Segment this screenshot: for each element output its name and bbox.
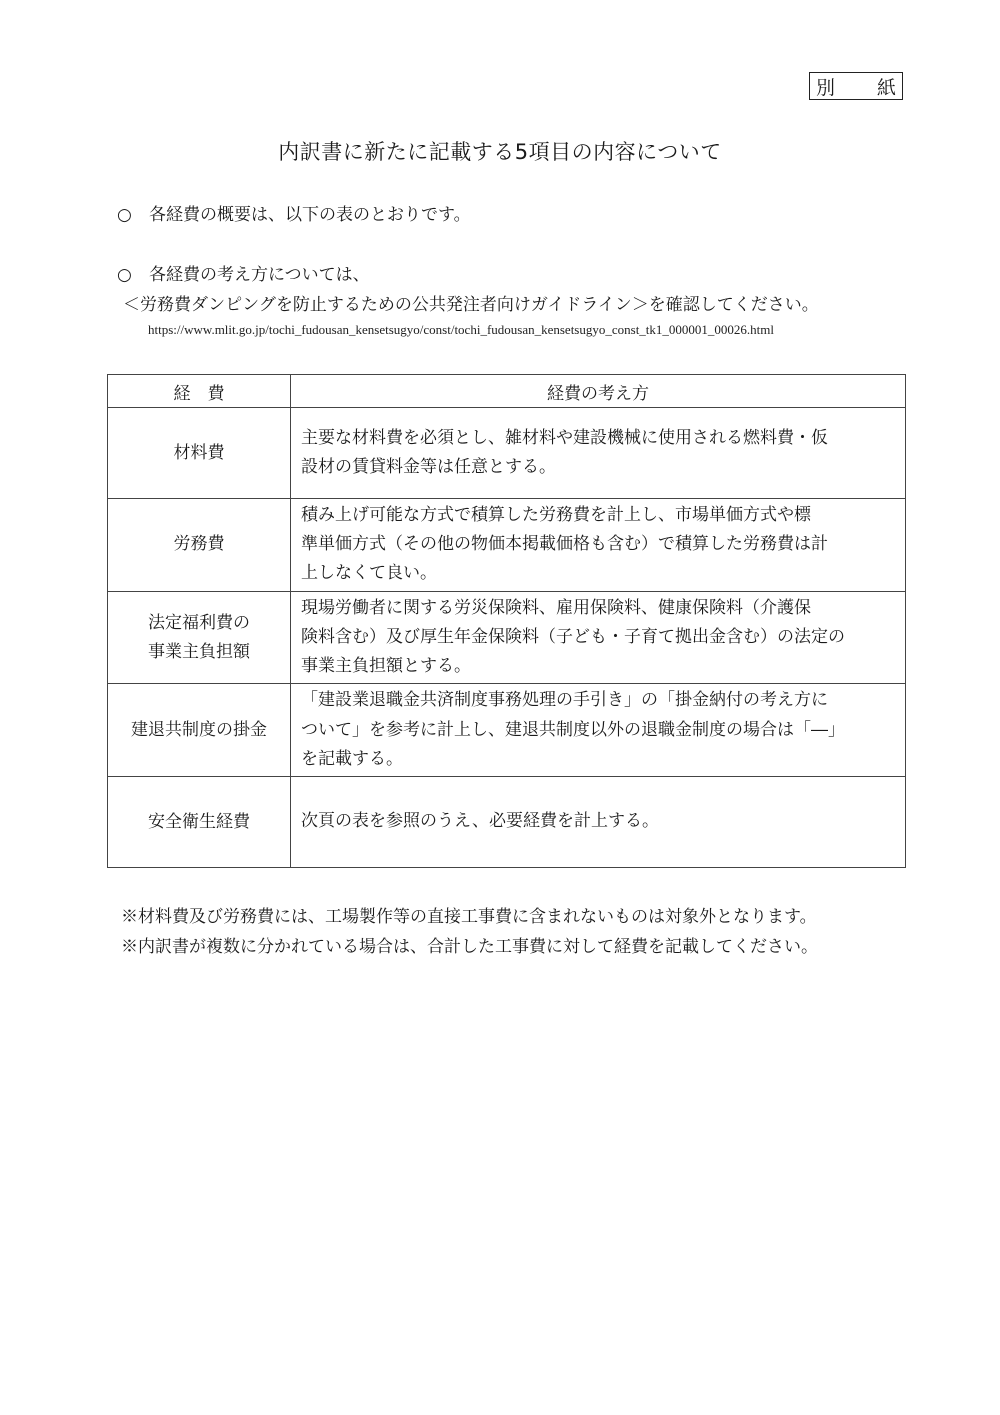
table-header-row bbox=[108, 375, 906, 408]
note-scope: ※材料費及び労務費には、工場製作等の直接工事費に含まれないものは対象外となります。 bbox=[121, 907, 817, 927]
bullet-text: 各経費の考え方については、 bbox=[149, 265, 370, 285]
expense-name: 安全衛生経費 bbox=[108, 777, 291, 868]
expense-name: 法定福利費の 事業主負担額 bbox=[108, 591, 291, 684]
expense-description: 主要な材料費を必須とし、雑材料や建設機械に使用される燃料費・仮 設材の賃貸料金等は任意とする。 bbox=[291, 408, 906, 499]
attachment-label-char-1: 別 bbox=[816, 76, 836, 99]
guideline-text: ＜労務費ダンピングを防止するための公共発注者向けガイドライン＞を確認してください。 bbox=[123, 295, 819, 315]
attachment-label-char-2: 紙 bbox=[876, 76, 896, 99]
expense-description: 次頁の表を参照のうえ、必要経費を計上する。 bbox=[291, 777, 906, 868]
header-approach: 経費の考え方 bbox=[291, 375, 906, 408]
note-multiple: ※内訳書が複数に分かれている場合は、合計した工事費に対して経費を記載してください。 bbox=[121, 937, 818, 957]
expense-name: 建退共制度の掛金 bbox=[108, 684, 291, 777]
header-expense: 経 費 bbox=[108, 375, 291, 408]
expense-name: 労務費 bbox=[108, 499, 291, 592]
expense-description: 「建設業退職金共済制度事務処理の手引き」の「掛金納付の考え方に ついて」を参考に計上し、建退共制度以外の退職金制度の場合は「―」 を記載する。 bbox=[291, 684, 906, 777]
expense-description: 積み上げ可能な方式で積算した労務費を計上し、市場単価方式や標 準単価方式（その他の物価本掲載価格も含む）で積算した労務費は計 上しなくて良い。 bbox=[291, 499, 906, 592]
table-row bbox=[108, 408, 906, 499]
guideline-url[interactable]: https://www.mlit.go.jp/tochi_fudousan_kensetsugyo/const/tochi_fudousan_kensetsugyo_const_tk1_000001_00026.html bbox=[148, 322, 775, 337]
circle-bullet-icon: ○ bbox=[117, 265, 132, 285]
circle-bullet-icon: ○ bbox=[117, 205, 132, 225]
bullet-approach bbox=[117, 260, 370, 285]
page-title: 内訳書に新たに記載する5項目の内容について bbox=[278, 140, 722, 164]
expense-description: 現場労働者に関する労災保険料、雇用保険料、健康保険料（介護保 険料含む）及び厚生年金保険料（子ども・子育て拠出金含む）の法定の 事業主負担額とする。 bbox=[291, 591, 906, 684]
table-row bbox=[108, 499, 906, 592]
attachment-label bbox=[809, 72, 903, 100]
expense-name: 材料費 bbox=[108, 408, 291, 499]
table-row bbox=[108, 591, 906, 684]
expense-table bbox=[107, 374, 906, 868]
table-row bbox=[108, 684, 906, 777]
table-row bbox=[108, 777, 906, 868]
bullet-overview bbox=[117, 200, 471, 225]
bullet-text: 各経費の概要は、以下の表のとおりです。 bbox=[149, 205, 471, 225]
